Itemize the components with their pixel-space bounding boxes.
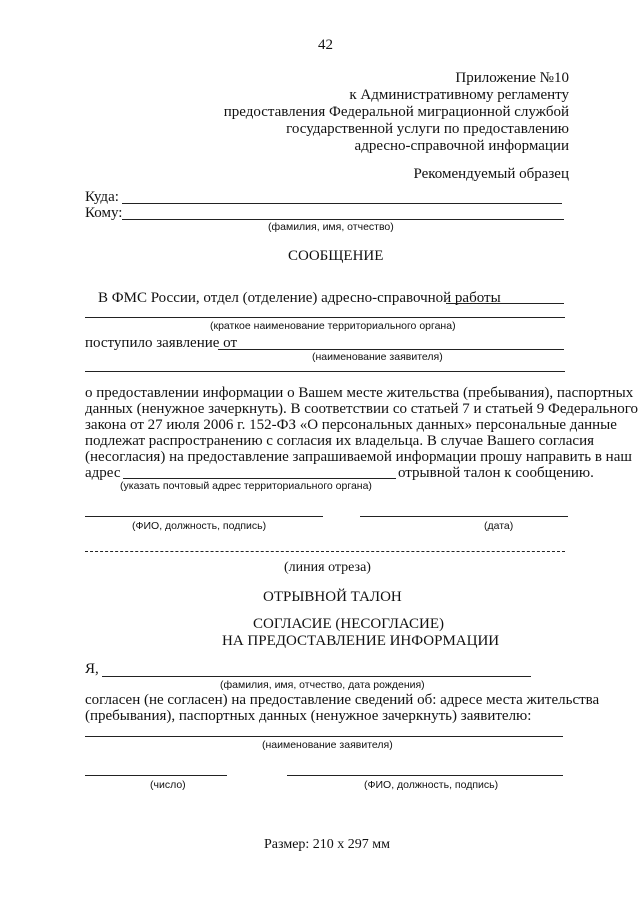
agree-line-2: (пребывания), паспортных данных (ненужное зачеркнуть) заявителю: xyxy=(85,708,532,724)
received-label: поступило заявление от xyxy=(85,335,238,351)
coupon-signature-line xyxy=(287,775,563,776)
message-title: СООБЩЕНИЕ xyxy=(288,248,384,264)
where-line xyxy=(122,203,562,204)
number-hint: (число) xyxy=(150,779,186,791)
fms-line: В ФМС России, отдел (отделение) адресно-справочной работы xyxy=(98,290,501,306)
agree-line-1: согласен (не согласен) на предоставление сведений об: адресе места жительства xyxy=(85,692,600,708)
appendix-line-3: предоставления Федеральной миграционной службой xyxy=(223,104,569,120)
page-number: 42 xyxy=(318,37,333,53)
date-hint: (дата) xyxy=(484,520,514,532)
fio-line xyxy=(102,676,531,677)
fio-hint: (фамилия, имя, отчество) xyxy=(268,221,394,233)
address-prefix: адрес xyxy=(85,465,121,481)
cut-line xyxy=(85,551,565,552)
appendix-line-1: Приложение №10 xyxy=(455,70,569,86)
address-hint: (указать почтовый адрес территориального органа) xyxy=(120,480,372,492)
applicant-line xyxy=(85,371,565,372)
paragraph-line-5: (несогласия) на предоставление запрашиваемой информации прошу направить в наш xyxy=(85,449,632,465)
recommended-sample: Рекомендуемый образец xyxy=(413,166,569,182)
coupon-title: ОТРЫВНОЙ ТАЛОН xyxy=(263,589,402,605)
coupon-signature-hint: (ФИО, должность, подпись) xyxy=(364,779,499,791)
signature-line xyxy=(85,516,323,517)
to-label: Кому: xyxy=(85,205,123,221)
org-line xyxy=(85,317,565,318)
coupon-fio-hint: (фамилия, имя, отчество, дата рождения) xyxy=(220,679,425,691)
date-line xyxy=(360,516,568,517)
paragraph-line-4: подлежат распространению с согласия их владельца. В случае Вашего согласия xyxy=(85,433,594,449)
paragraph-line-1: о предоставлении информации о Вашем месте жительства (пребывания), паспортных xyxy=(85,385,634,401)
coupon-applicant-line xyxy=(85,736,563,737)
address-line xyxy=(123,478,396,479)
where-label: Куда: xyxy=(85,189,119,205)
cut-line-label: (линия отреза) xyxy=(284,560,371,575)
applicant-hint: (наименование заявителя) xyxy=(312,351,443,363)
number-line xyxy=(85,775,227,776)
appendix-line-4: государственной услуги по предоставлению xyxy=(286,121,569,137)
coupon-applicant-hint: (наименование заявителя) xyxy=(262,739,393,751)
received-line xyxy=(218,349,564,350)
appendix-line-2: к Административному регламенту xyxy=(349,87,569,103)
to-line xyxy=(122,219,564,220)
appendix-line-5: адресно-справочной информации xyxy=(354,138,569,154)
signature-hint: (ФИО, должность, подпись) xyxy=(132,520,267,532)
size-note: Размер: 210 х 297 мм xyxy=(264,837,391,852)
consent-title-1: СОГЛАСИЕ (НЕСОГЛАСИЕ) xyxy=(253,616,445,632)
fms-blank xyxy=(446,303,564,304)
paragraph-line-2: данных (ненужное зачеркнуть). В соответствии со статьей 7 и статьей 9 Федерального xyxy=(85,401,639,417)
paragraph-line-3: закона от 27 июля 2006 г. 152-ФЗ «О персональных данных» персональные данные xyxy=(85,417,617,433)
i-label: Я, xyxy=(85,661,99,677)
consent-title-2: НА ПРЕДОСТАВЛЕНИЕ ИНФОРМАЦИИ xyxy=(222,633,500,649)
org-hint: (краткое наименование территориального органа) xyxy=(210,320,456,332)
address-suffix: отрывной талон к сообщению. xyxy=(398,465,594,481)
